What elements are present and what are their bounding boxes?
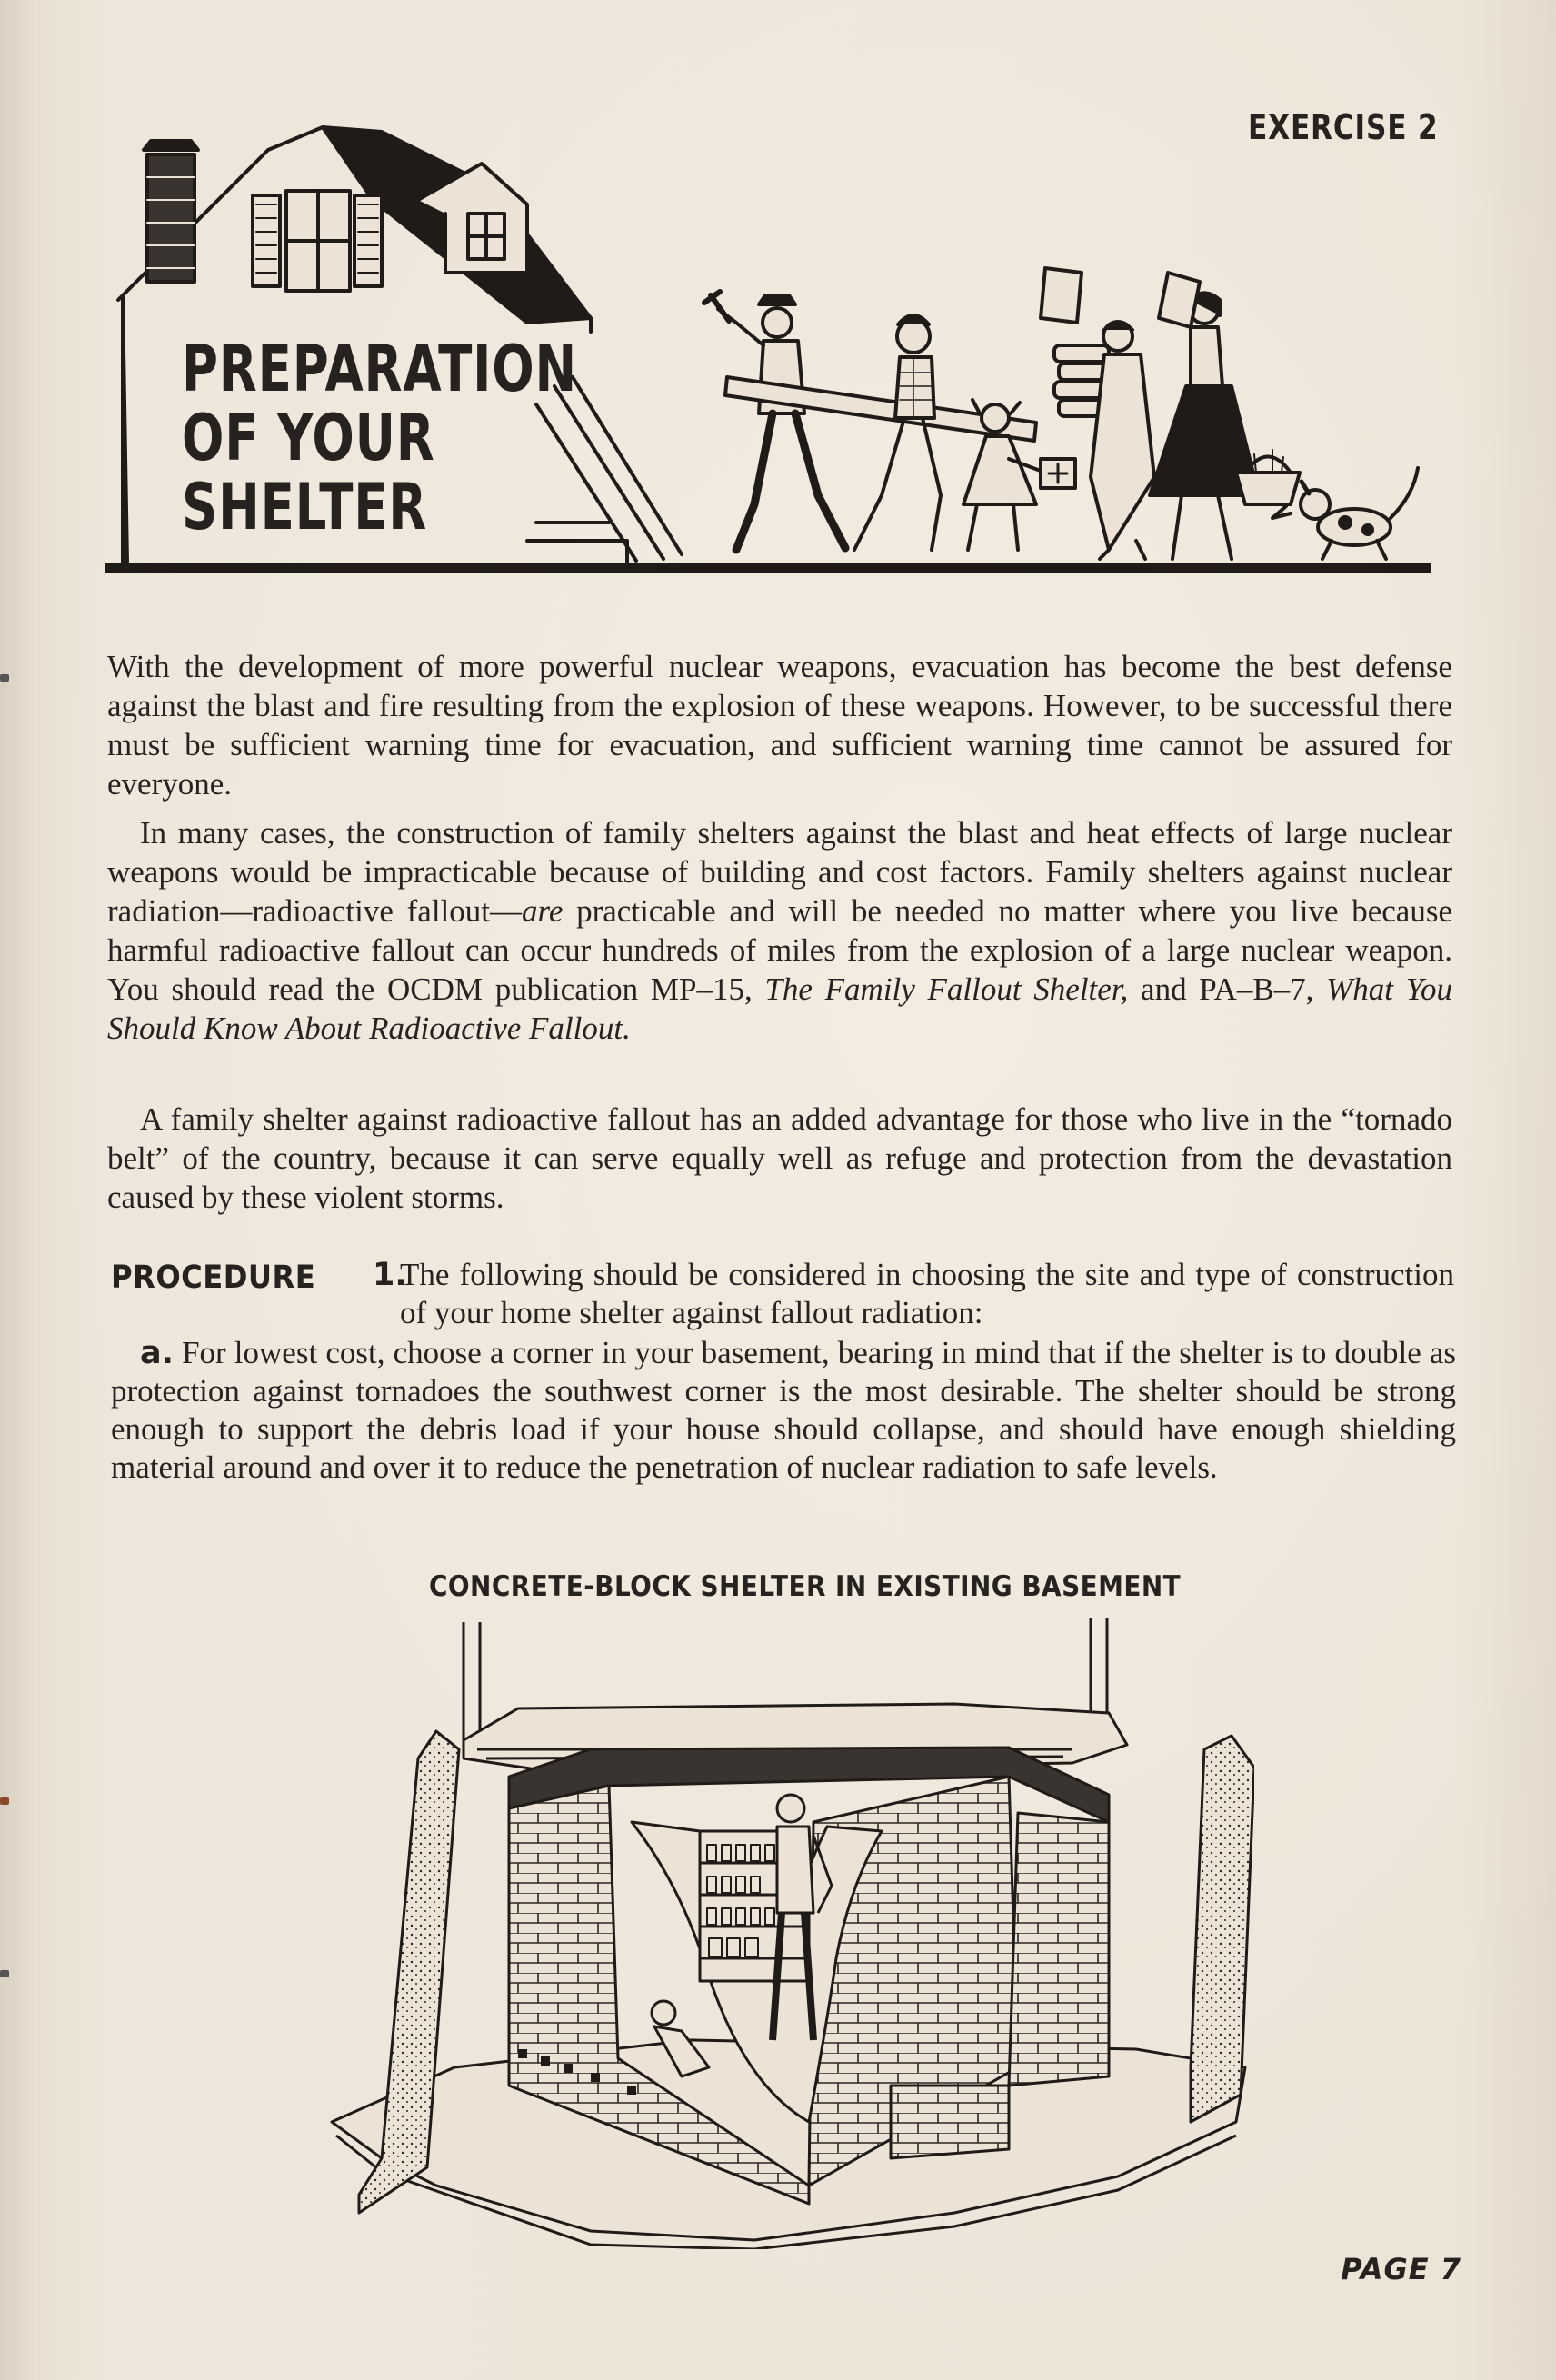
- paragraph-3: [107, 1100, 1452, 1217]
- title-line-2: OF YOUR: [182, 401, 435, 475]
- figure-caption-text: CONCRETE-BLOCK SHELTER IN EXISTING BASEMENT: [429, 1570, 1182, 1603]
- paragraph-2-part3: and PA–B–7,: [1128, 971, 1327, 1007]
- binding-mark: [0, 674, 9, 682]
- publication-title-1: The Family Fallout Shelter,: [764, 971, 1129, 1007]
- section-title: [182, 332, 577, 544]
- publication-title-2: What You Should Know About Radioactive Fallout.: [107, 971, 1452, 1046]
- shelter-illustration: [318, 1613, 1254, 2249]
- paragraph-2-part1: In many cases, the construction of family shelters against the blast and heat effects of large nuclear weapons would be impracticable because of building and cost factors. Family shelters against nuclear radiation—radioactive fallout—: [107, 815, 1452, 929]
- binding-mark: [0, 1797, 9, 1805]
- item-text: For lowest cost, choose a corner in your basement, bearing in mind that if the shelter is to double as protection against tornadoes the southwest corner is the most desirable. The shelter should be strong enough to support the debris load if your house should collapse, and should have enough shielding material around and over it to reduce the penetration of nuclear radiation to safe levels.: [111, 1335, 1457, 1485]
- paragraph-2-text: [107, 813, 1452, 1048]
- paragraph-2-emphasis: are: [522, 893, 564, 929]
- procedure-step-text: The following should be considered in choosing the site and type of construction of your home shelter against fallout radiation:: [400, 1257, 1454, 1330]
- item-letter: a.: [140, 1335, 174, 1371]
- procedure-label: PROCEDURE: [111, 1260, 316, 1296]
- procedure-step-number: 1.: [373, 1257, 407, 1293]
- paragraph-1-text: With the development of more powerful nuclear weapons, evacuation has become the best defense against the blast and fire resulting from the explosion of these weapons. However, to be successful there must be sufficient warning time for evacuation, and sufficient warning time cannot be assured for everyone.: [107, 649, 1452, 802]
- figure-caption: [0, 1570, 1556, 1603]
- paragraph-2: [107, 813, 1452, 1048]
- paragraph-3-text: A family shelter against radioactive fallout has an added advantage for those who live in the “tornado belt” of the country, because it can serve equally well as refuge and protection from the devastation caused by these violent storms.: [107, 1101, 1452, 1215]
- page-number: PAGE 7: [1341, 2252, 1461, 2286]
- title-line-1: PREPARATION: [182, 332, 577, 406]
- paragraph-1: [107, 647, 1452, 803]
- paragraph-2-part2: practicable and will be needed no matter where you live because harmful radioactive fallout can occur hundreds of miles from the explosion of a large nuclear weapon. You should read the OCDM publication MP–15,: [107, 893, 1453, 1007]
- title-line-3: SHELTER: [182, 470, 428, 544]
- procedure-item-a: [111, 1334, 1456, 1487]
- binding-mark: [0, 1970, 9, 1977]
- exercise-label: EXERCISE 2: [1247, 107, 1438, 147]
